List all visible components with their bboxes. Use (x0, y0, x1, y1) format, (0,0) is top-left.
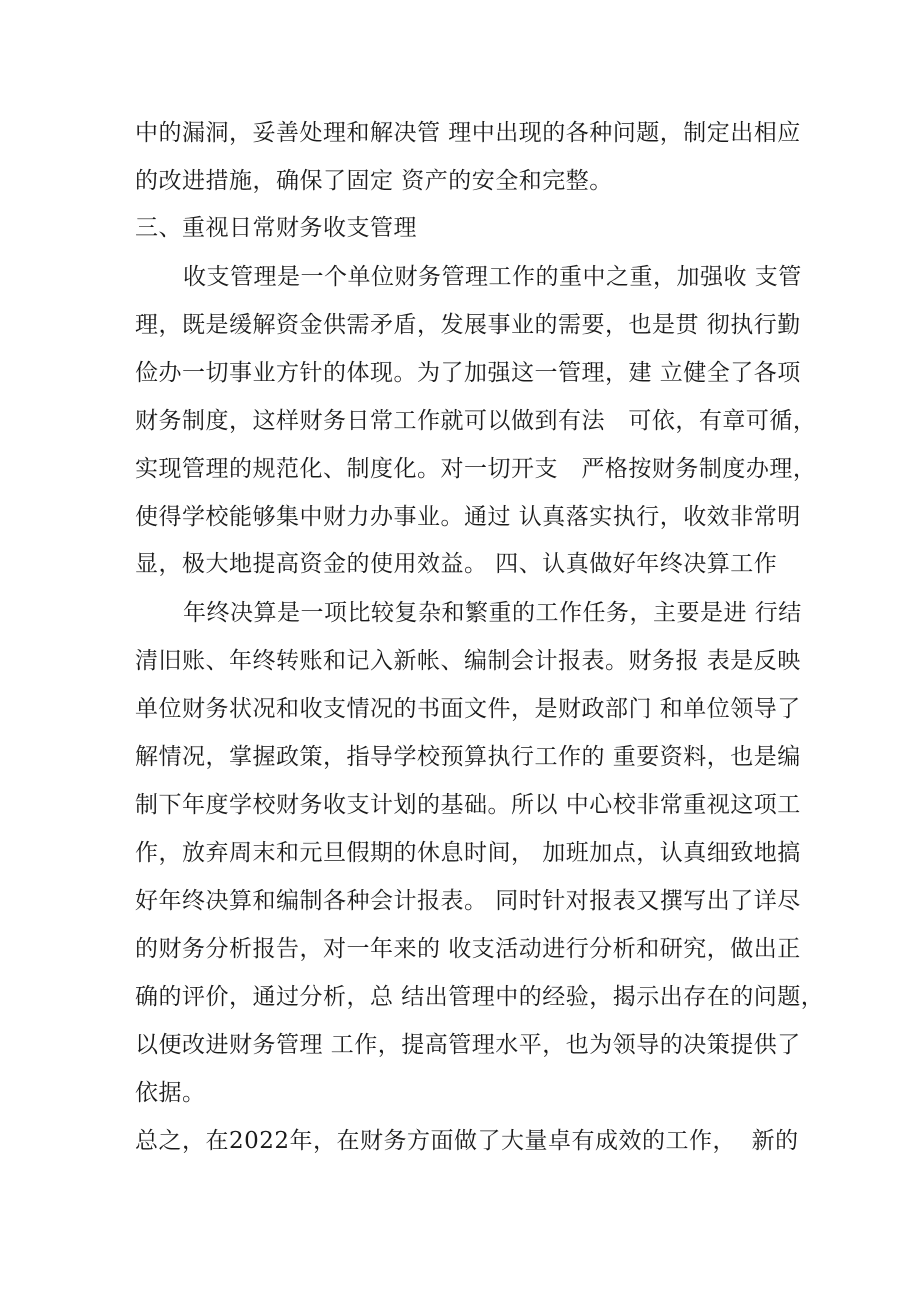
summary-line: 总之，在2022年，在财务方面做了大量卓有成效的工作， 新的 (135, 1128, 799, 1154)
text-line: 俭办一切事业方针的体现。为了加强这一管理，建 立健全了各项 (135, 360, 801, 386)
text-line: 作，放弃周末和元旦假期的休息时间， 加班加点，认真细致地搞 (135, 840, 801, 866)
text-line-with-heading-4: 显，极大地提高资金的使用效益。 四、认真做好年终决算工作 (135, 551, 778, 577)
text-line: 确的评价，通过分析，总 结出管理中的经验，揭示出存在的问题， (135, 984, 825, 1010)
paragraph-start: 收支管理是一个单位财务管理工作的重中之重，加强收 支管 (183, 264, 802, 290)
text-line: 以便改进财务管理 工作，提高管理水平，也为领导的决策提供了 (135, 1032, 801, 1058)
text-line: 财务制度，这样财务日常工作就可以做到有法 可依，有章可循， (135, 408, 817, 434)
text-line: 的财务分析报告，对一年来的 收支活动进行分析和研究，做出正 (135, 936, 801, 962)
text-line: 单位财务状况和收支情况的书面文件，是财政部门 和单位领导了 (135, 696, 801, 722)
text-line: 中的漏洞，妥善处理和解决管 理中出现的各种问题，制定出相应 (135, 120, 801, 146)
text-line: 实现管理的规范化、制度化。对一切开支 严格按财务制度办理， (135, 456, 817, 482)
text-line: 制下年度学校财务收支计划的基础。所以 中心校非常重视这项工 (135, 792, 801, 818)
text-line: 理，既是缓解资金供需矛盾，发展事业的需要，也是贯 彻执行勤 (135, 312, 801, 338)
text-line: 清旧账、年终转账和记入新帐、编制会计报表。财务报 表是反映 (135, 648, 801, 674)
section-heading-3: 三、重视日常财务收支管理 (135, 215, 417, 241)
paragraph-start: 年终决算是一项比较复杂和繁重的工作任务，主要是进 行结 (183, 600, 802, 626)
text-line: 好年终决算和编制各种会计报表。 同时针对报表又撰写出了详尽 (135, 888, 801, 914)
text-line: 依据。 (135, 1080, 206, 1106)
text-line: 的改进措施，确保了固定 资产的安全和完整。 (135, 168, 613, 194)
text-line: 使得学校能够集中财力办事业。通过 认真落实执行，收效非常明 (135, 504, 801, 530)
text-line: 解情况，掌握政策，指导学校预算执行工作的 重要资料，也是编 (135, 744, 801, 770)
